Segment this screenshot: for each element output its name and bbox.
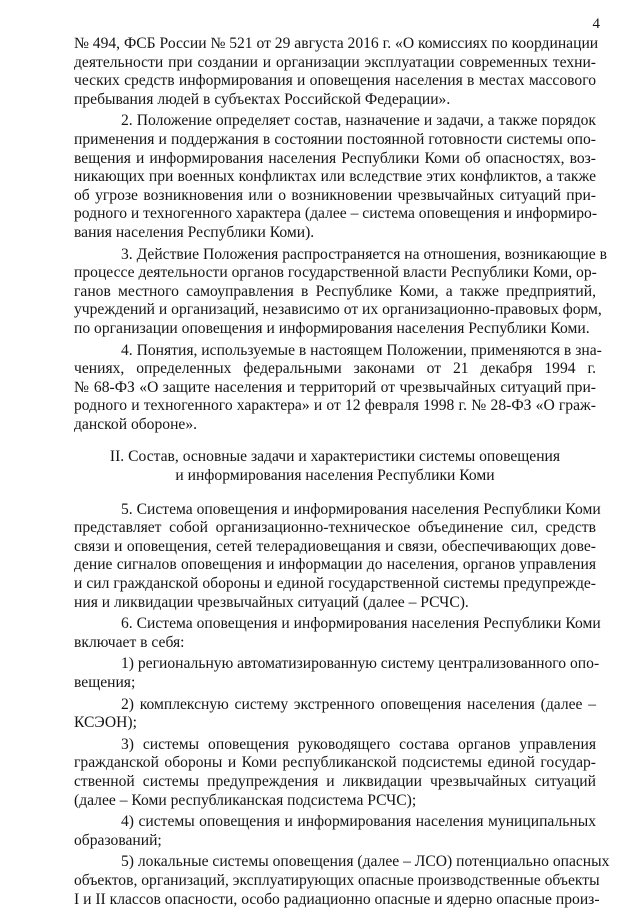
text-line: чениях, определенных федеральными законами от 21 декабря 1994 г. bbox=[74, 360, 596, 378]
text-line: родного и техногенного характера (далее – система оповещения и информиро- bbox=[74, 205, 598, 223]
text-line: I и II классов опасности, особо радиационно опасные и ядерно опасные произ- bbox=[74, 890, 600, 908]
list-item-1 bbox=[0, 655, 640, 692]
text-line: применения и поддержания в состоянии постоянной готовности системы опо- bbox=[74, 130, 596, 148]
text-line: 3. Действие Положения распространяется на отношения, возникающие в bbox=[121, 245, 607, 263]
text-line: объектов, организаций, эксплуатирующих опасные производственные объекты bbox=[74, 871, 600, 889]
list-item-5 bbox=[0, 853, 640, 909]
text-line: 1) региональную автоматизированную систему централизованного опо- bbox=[121, 655, 600, 673]
paragraph-5 bbox=[0, 501, 640, 613]
text-line: пребывания людей в субъектах Российской Федерации». bbox=[74, 90, 451, 108]
paragraph-2 bbox=[0, 112, 640, 242]
text-line: об угрозе возникновения или о возникновении чрезвычайных ситуаций при- bbox=[74, 186, 596, 204]
page-number: 4 bbox=[592, 16, 600, 32]
paragraph-continuation bbox=[0, 35, 640, 109]
paragraph-4 bbox=[0, 342, 640, 435]
text-line: 3) системы оповещения руководящего состава органов управления bbox=[121, 735, 596, 753]
text-line: включает в себя: bbox=[74, 633, 185, 651]
text-line: и информирования населения Республики Коми bbox=[175, 467, 495, 485]
section-heading bbox=[0, 448, 640, 485]
text-line: ческих средств информирования и оповещения населения в местах массового bbox=[74, 72, 596, 90]
list-item-2 bbox=[0, 696, 640, 733]
text-line: образований; bbox=[74, 831, 162, 849]
text-line: ганов местного самоуправления в Республике Коми, а также предприятий, bbox=[74, 282, 596, 300]
text-line: по организации оповещения и информирования населения Республики Коми. bbox=[74, 319, 590, 337]
text-line: II. Состав, основные задачи и характеристики системы оповещения bbox=[109, 448, 561, 466]
text-line: вания населения Республики Коми). bbox=[74, 223, 315, 241]
list-item-4 bbox=[0, 813, 640, 850]
text-line: вещения и информирования населения Республики Коми об опасностях, воз- bbox=[74, 149, 596, 167]
text-line: 4. Понятия, используемые в настоящем Положении, применяются в зна- bbox=[121, 341, 602, 359]
text-line: 4) системы оповещения и информирования населения муниципальных bbox=[121, 813, 596, 831]
text-line: 5. Система оповещения и информирования населения Республики Коми bbox=[121, 500, 601, 518]
document-body bbox=[0, 35, 640, 909]
text-line: КСЭОН); bbox=[74, 714, 137, 732]
text-line: и сил гражданской обороны и единой государственной системы предупрежде- bbox=[74, 575, 596, 593]
text-line: процессе деятельности органов государственной власти Республики Коми, ор- bbox=[74, 264, 597, 282]
text-line: ния и ликвидации чрезвычайных ситуаций (далее – РСЧС). bbox=[74, 593, 469, 611]
text-line: учреждений и организаций, независимо от их организационно-правовых форм, bbox=[74, 301, 602, 319]
text-line: связи и оповещения, сетей телерадиовещания и связи, обеспечивающих дове- bbox=[74, 537, 596, 555]
paragraph-3 bbox=[0, 246, 640, 339]
text-line: 5) локальные системы оповещения (далее – ЛСО) потенциально опасных bbox=[121, 853, 610, 871]
text-line: вещения; bbox=[74, 674, 136, 691]
text-line: гражданской обороны и Коми республиканской подсистемы единой государ- bbox=[74, 754, 596, 772]
text-line: ственной системы предупреждения и ликвидации чрезвычайных ситуаций bbox=[74, 772, 596, 790]
text-line: 2. Положение определяет состав, назначение и задачи, а также порядок bbox=[121, 112, 596, 130]
text-line: никающих при военных конфликтах или вследствие этих конфликтов, а также bbox=[74, 168, 596, 186]
paragraph-6 bbox=[0, 615, 640, 652]
text-line: № 494, ФСБ России № 521 от 29 августа 2016 г. «О комиссиях по координации bbox=[74, 35, 599, 52]
text-line: родного и техногенного характера» и от 12 февраля 1998 г. № 28-ФЗ «О граж- bbox=[74, 397, 596, 415]
text-line: данской обороне». bbox=[74, 415, 198, 433]
text-line: дение сигналов оповещения и информации до населения, органов управления bbox=[74, 556, 596, 574]
text-line: № 68-ФЗ «О защите населения и территорий от чрезвычайных ситуаций при- bbox=[74, 378, 596, 396]
text-line: представляет собой организационно-техническое объединение сил, средств bbox=[74, 519, 596, 537]
list-item-3 bbox=[0, 736, 640, 810]
text-line: (далее – Коми республиканская подсистема РСЧС); bbox=[74, 791, 417, 809]
text-line: 6. Система оповещения и информирования населения Республики Коми bbox=[121, 615, 601, 633]
text-line: деятельности при создании и организации эксплуатации современных техни- bbox=[74, 53, 596, 71]
text-line: 2) комплексную систему экстренного оповещения населения (далее – bbox=[121, 695, 596, 713]
